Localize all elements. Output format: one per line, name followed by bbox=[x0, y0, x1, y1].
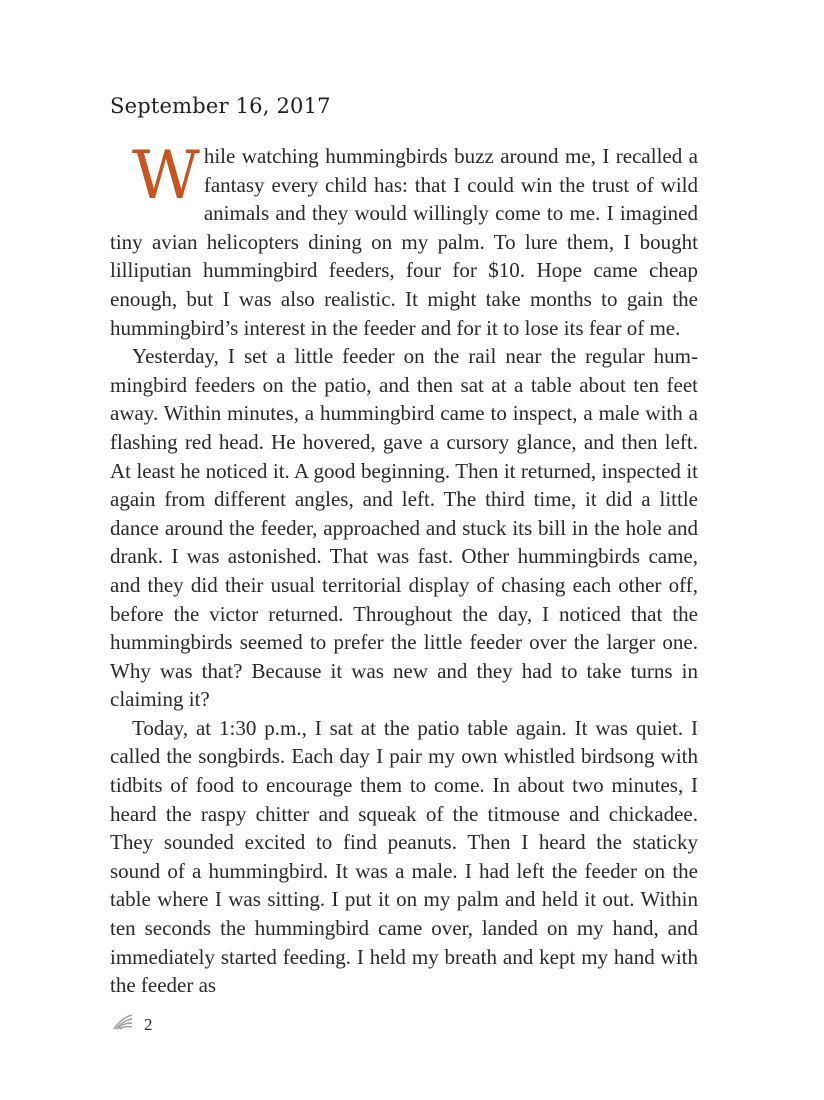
drop-cap: W bbox=[132, 137, 200, 214]
page-content bbox=[110, 92, 698, 1000]
page-number: 2 bbox=[144, 1014, 153, 1034]
paragraph-3: Today, at 1:30 p.m., I sat at the patio table again. It was quiet. I called the songbirds. Each day I pair my own whistled birdsong with tidbits of food to encourage them to come. In about two minutes, I heard the raspy chitter and squeak of the titmouse and chickadee. They sounded excited to find peanuts. Then I heard the staticky sound of a hummingbird. It was a male. I had left the feeder on the table where I was sitting. I put it on my palm and held it out. Within ten seconds the hummingbird came over, landed on my hand, and immediately started feeding. I held my breath and kept my hand with the feeder as bbox=[110, 715, 698, 998]
paragraph-1-text: hile watching hummingbirds buzz around me, I recalled a fantasy every child has: that I could win the trust of wild animals and they would willingly come to me. I imagined tiny avian helicopters dining on my palm. To lure them, I bought lilliputian hummingbird feeders, four for $10. Hope came cheap enough, but I was also realistic. It might take months to gain the hummingbird’s interest in the feeder and for it to lose its fear of me. bbox=[110, 144, 698, 340]
feather-wing-icon bbox=[112, 1013, 134, 1036]
entry-date: September 16, 2017 bbox=[110, 94, 331, 118]
paragraph-1 bbox=[110, 137, 698, 342]
page-footer bbox=[112, 1013, 153, 1036]
paragraph-2: Yesterday, I set a little feeder on the rail near the regular hummingbird feeders on the patio, and then sat at a table about ten feet away. Within minutes, a hummingbird came to inspect, a male with a flashing red head. He hovered, gave a cursory glance, and then left. At least he noticed it. A good beginning. Then it returned, inspected it again from different angles, and left. The third time, it did a little dance around the feeder, approached and stuck its bill in the hole and drank. I was astonished. That was fast. Other hummingbirds came, and they did their usual territorial display of chasing each other off, before the victor returned. Throughout the day, I noticed that the hummingbirds seemed to prefer the little feeder over the larger one. Why was that? Because it was new and they had to take turns in claiming it? bbox=[110, 344, 698, 712]
entry-body bbox=[110, 137, 698, 1000]
